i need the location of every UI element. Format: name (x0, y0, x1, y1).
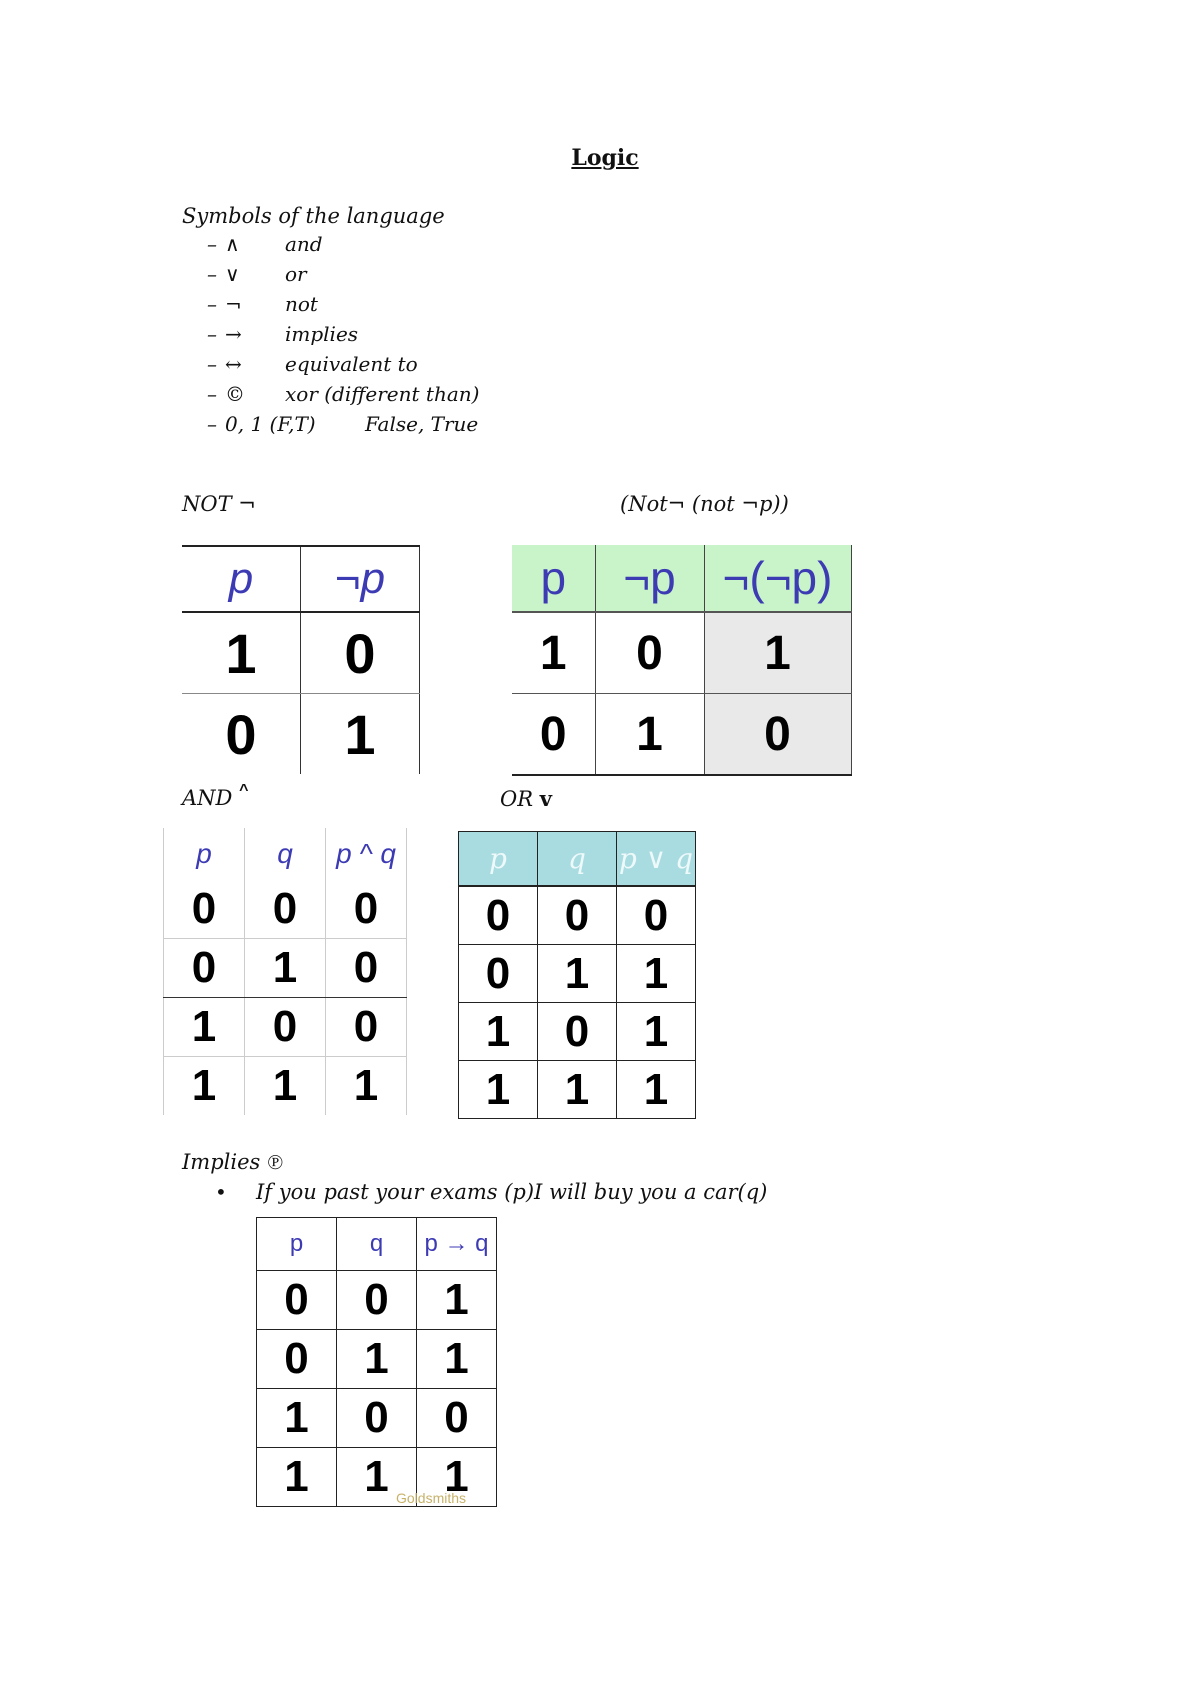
double-negation-truth-table (512, 545, 852, 776)
dash: – (207, 412, 217, 436)
table-cell: 0 (417, 1389, 497, 1448)
not-label: NOT ¬ (182, 492, 256, 516)
table-cell: 1 (512, 612, 595, 694)
header-cell: q (245, 828, 326, 880)
symbol-row-or (207, 262, 307, 292)
symbols-heading: Symbols of the language (182, 204, 445, 228)
table-cell: 0 (337, 1271, 417, 1330)
dash: – (207, 262, 217, 286)
header-cell: p ∨ q (617, 832, 696, 887)
symbol-meaning: not (285, 292, 318, 316)
v-symbol: v (539, 786, 552, 811)
table-cell: 1 (257, 1448, 337, 1507)
table-cell: 1 (459, 1061, 538, 1119)
header-cell: ¬(¬p) (704, 545, 851, 612)
table-cell: 1 (704, 612, 851, 694)
header-cell: p → q (417, 1218, 497, 1271)
header-cell: p (182, 546, 301, 612)
bullet-marker: • (215, 1180, 227, 1204)
table-cell: 0 (245, 998, 326, 1057)
and-truth-table (163, 828, 407, 1115)
implies-label: Implies ℗ (182, 1150, 283, 1174)
symbol-row-and (207, 232, 323, 262)
symbol-meaning: or (285, 262, 307, 286)
implies-example: If you past your exams (p)I will buy you a car(q) (256, 1180, 768, 1204)
header-cell: q (337, 1218, 417, 1271)
symbol-row-truth-values (207, 412, 478, 442)
table-cell: 1 (617, 945, 696, 1003)
table-cell: 1 (301, 694, 420, 775)
table-cell: 1 (595, 694, 704, 776)
not-truth-table (182, 545, 420, 774)
table-cell: 0 (459, 945, 538, 1003)
table-cell: 1 (337, 1448, 417, 1507)
symbol-meaning: and (285, 232, 323, 256)
double-negation-label: (Not¬ (not ¬p)) (620, 492, 789, 516)
header-cell: p (512, 545, 595, 612)
symbol-meaning: equivalent to (285, 352, 418, 376)
table-cell: 1 (417, 1271, 497, 1330)
symbol-row-xor (207, 382, 479, 412)
table-cell: 0 (182, 694, 301, 775)
page-title: Logic (571, 145, 639, 171)
header-cell: q (538, 832, 617, 887)
table-cell: 1 (326, 1057, 407, 1116)
header-cell: p (257, 1218, 337, 1271)
dash: – (207, 352, 217, 376)
table-cell: 0 (257, 1271, 337, 1330)
and-symbol: ∧ (225, 232, 240, 256)
table-cell: 0 (164, 939, 245, 998)
not-symbol: ¬ (225, 292, 242, 316)
dash: – (207, 322, 217, 346)
table-cell: 0 (617, 886, 696, 945)
table-cell: 0 (326, 939, 407, 998)
dash: – (207, 382, 217, 406)
implies-truth-table (256, 1217, 497, 1507)
table-cell: 1 (459, 1003, 538, 1061)
table-cell: 0 (301, 612, 420, 694)
table-cell: 0 (595, 612, 704, 694)
table-cell: 0 (538, 886, 617, 945)
table-cell: 0 (538, 1003, 617, 1061)
table-cell: 1 (617, 1003, 696, 1061)
table-cell: 1 (417, 1448, 497, 1507)
or-symbol: ∨ (225, 262, 240, 286)
header-cell: p (459, 832, 538, 887)
table-cell: 0 (459, 886, 538, 945)
caret-symbol: ^ (239, 782, 249, 799)
equivalent-symbol: ↔ (225, 352, 242, 376)
table-cell: 0 (326, 880, 407, 939)
table-cell: 1 (245, 939, 326, 998)
or-truth-table (458, 831, 696, 1119)
table-cell: 1 (164, 998, 245, 1057)
and-label-text: AND (182, 786, 233, 810)
or-label-text: OR (500, 787, 534, 811)
dash: – (207, 232, 217, 256)
table-cell: 1 (182, 612, 301, 694)
table-cell: 0 (164, 880, 245, 939)
goldsmiths-watermark: Goldsmiths (396, 1490, 467, 1506)
symbol-meaning: implies (285, 322, 359, 346)
header-cell: p ^ q (326, 828, 407, 880)
table-cell: 0 (326, 998, 407, 1057)
dash: – (207, 292, 217, 316)
xor-symbol: © (225, 382, 245, 406)
table-cell: 0 (245, 880, 326, 939)
header-cell: ¬p (301, 546, 420, 612)
table-cell: 1 (617, 1061, 696, 1119)
symbol-meaning: False, True (365, 412, 479, 436)
table-cell: 1 (164, 1057, 245, 1116)
implies-symbol: → (225, 322, 242, 346)
table-cell: 1 (538, 1061, 617, 1119)
truth-values-symbol: 0, 1 (F,T) (225, 412, 316, 436)
table-cell: 0 (337, 1389, 417, 1448)
table-cell: 0 (704, 694, 851, 776)
or-label (500, 786, 552, 811)
symbol-row-not (207, 292, 318, 322)
table-cell: 1 (538, 945, 617, 1003)
table-cell: 1 (337, 1330, 417, 1389)
table-cell: 0 (512, 694, 595, 776)
symbol-row-implies (207, 322, 358, 352)
header-cell: ¬p (595, 545, 704, 612)
table-cell: 0 (257, 1330, 337, 1389)
table-cell: 1 (257, 1389, 337, 1448)
header-cell: p (164, 828, 245, 880)
table-cell: 1 (417, 1330, 497, 1389)
symbol-row-equivalent (207, 352, 418, 382)
symbol-meaning: xor (different than) (285, 382, 480, 406)
table-cell: 1 (245, 1057, 326, 1116)
and-label (182, 782, 249, 810)
